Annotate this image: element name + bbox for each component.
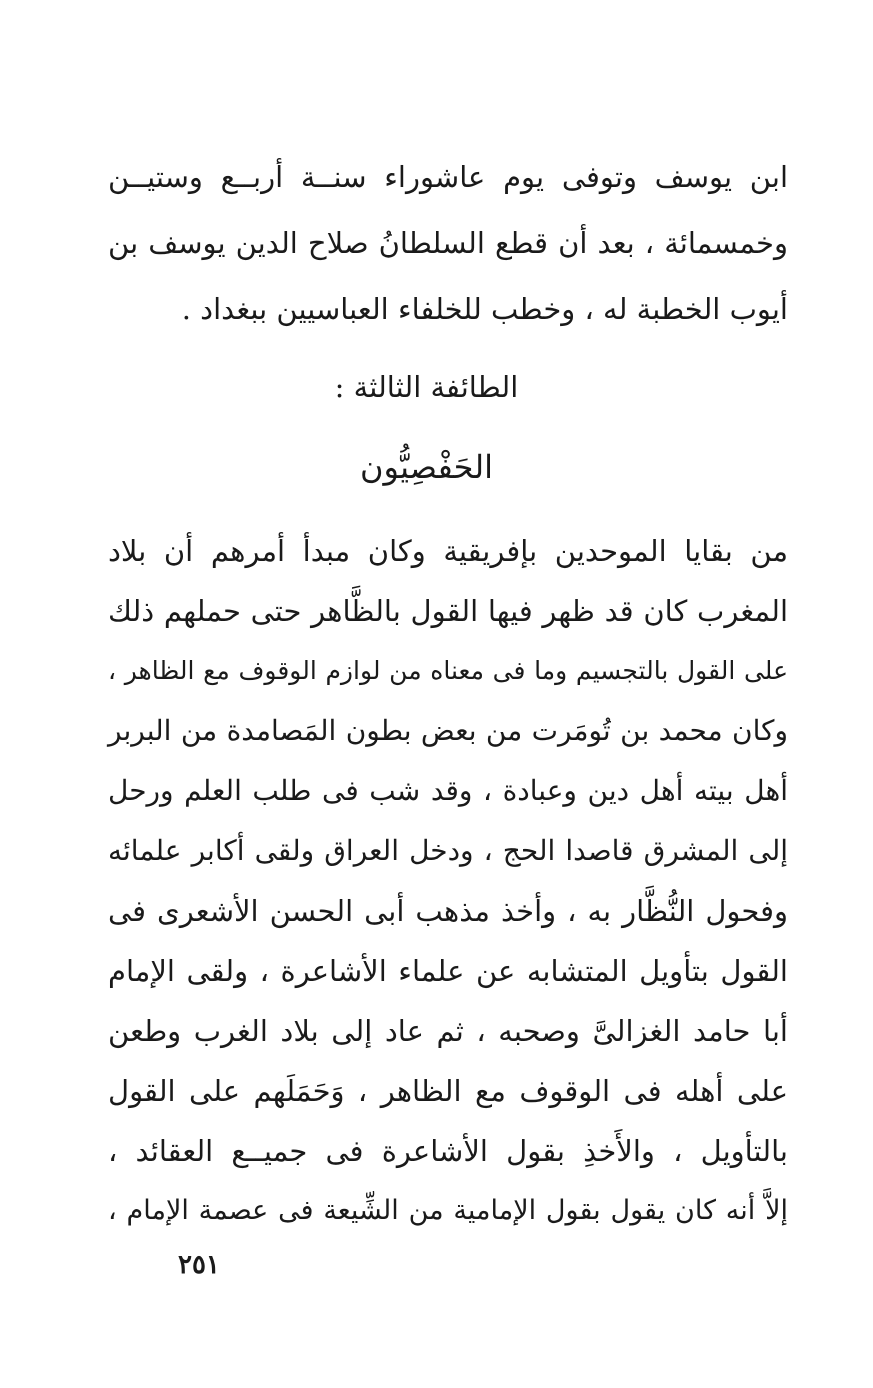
- text-line: ابن يوسف وتوفى يوم عاشوراء سنــة أربــع وستيــن: [108, 160, 788, 194]
- section-title: الحَفْصِيُّون: [360, 448, 493, 486]
- text-line: بالتأويل ، والأَخذِ بقول الأشاعرة فى جميــع العقائد ،: [108, 1134, 788, 1168]
- text-line: إلاَّ أنه كان يقول بقول الإمامية من الشِّيعة فى عصمة الإمام ،: [108, 1195, 788, 1226]
- text-line: وكان محمد بن تُومَرت من بعض بطون المَصامدة من البربر: [108, 714, 788, 747]
- text-line: أبا حامد الغزالىَّ وصحبه ، ثم عاد إلى بلاد الغرب وطعن: [108, 1014, 788, 1048]
- text-line: على أهله فى الوقوف مع الظاهر ، وَحَمَلَهم على القول: [108, 1074, 788, 1108]
- text-line: المغرب كان قد ظهر فيها القول بالظَّاهر حتى حملهم ذلك: [108, 594, 788, 628]
- text-line: وخمسمائة ، بعد أن قطع السلطانُ صلاح الدين يوسف بن: [108, 226, 788, 260]
- text-line: القول بتأويل المتشابه عن علماء الأشاعرة ، ولقى الإمام: [108, 954, 788, 988]
- text-line: على القول بالتجسيم وما فى معناه من لوازم الوقوف مع الظاهر ،: [108, 656, 788, 685]
- text-line: إلى المشرق قاصدا الحج ، ودخل العراق ولقى أكابر علمائه: [108, 834, 788, 867]
- page-number: ٢٥١: [178, 1250, 220, 1280]
- text-line: أهل بيته أهل دين وعبادة ، وقد شب فى طلب العلم ورحل: [108, 774, 788, 807]
- text-line: أيوب الخطبة له ، وخطب للخلفاء العباسيين ببغداد .: [181, 292, 788, 326]
- text-line: من بقايا الموحدين بإفريقية وكان مبدأ أمرهم أن بلاد: [108, 534, 788, 568]
- section-label: الطائفة الثالثة :: [334, 370, 519, 404]
- text-line: وفحول النُّظَّار به ، وأخذ مذهب أبى الحسن الأشعرى فى: [108, 894, 788, 928]
